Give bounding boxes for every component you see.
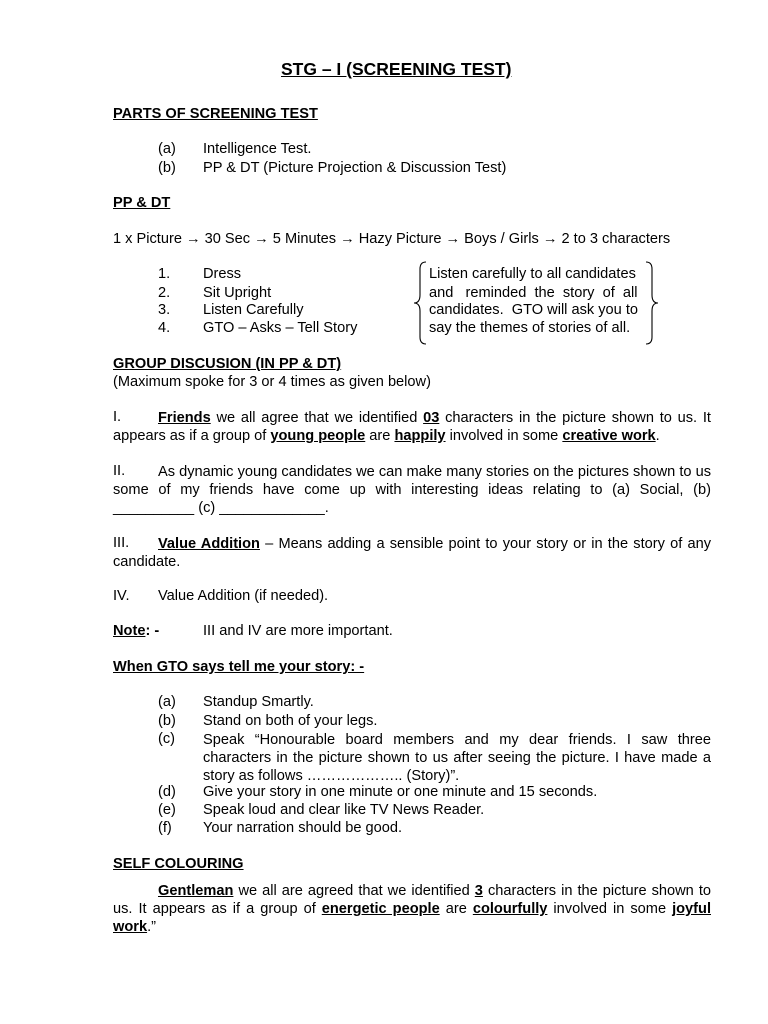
point-number: II. xyxy=(113,463,126,479)
keyword: young people xyxy=(270,428,366,444)
keyword: Gentleman xyxy=(158,883,234,899)
discussion-point-ideas: As dynamic young candidates we can make many stories on the pictures shown to us some of my friends have come up with interesting ideas relating to (a) Social, (b) __________ (c) _____________. xyxy=(113,464,711,516)
left-brace-icon xyxy=(412,261,428,345)
ppdt-flow: 1 x Picture → 30 Sec → 5 Minutes → Hazy Picture → Boys / Girls → 2 to 3 characters xyxy=(113,231,671,247)
keyword: energetic people xyxy=(321,901,440,917)
keyword: Friends xyxy=(158,410,211,426)
brace-note-line: Listen carefully to all candidates xyxy=(429,266,636,282)
ppdt-step-marker: 4. xyxy=(158,320,171,336)
parts-item-intelligence: Intelligence Test. xyxy=(203,141,312,157)
discussion-point-value-addition: Value Addition – Means adding a sensible point to your story or in the story of any candidate. xyxy=(113,536,711,570)
brace-note-line: say the themes of stories of all. xyxy=(429,320,631,336)
gto-item: Your narration should be good. xyxy=(203,820,403,836)
gto-marker: (d) xyxy=(158,784,176,800)
self-colouring-paragraph: Gentleman we all are agreed that we identified 3 characters in the picture shown to us. It appears as if a group of energetic people are colourfully involved in some joyful work.” xyxy=(113,883,711,935)
ppdt-step-marker: 1. xyxy=(158,266,171,282)
ppdt-heading: PP & DT xyxy=(113,195,171,211)
gto-marker: (c) xyxy=(158,731,176,747)
gto-item: Give your story in one minute or one minute and 15 seconds. xyxy=(203,784,598,800)
discussion-point-friends: Friends we all agree that we identified 03 characters in the picture shown to us. It appears as if a group of young people are happily involved in some creative work. xyxy=(113,410,711,444)
ppdt-step-listen: Listen Carefully xyxy=(203,302,304,318)
gto-item: Speak loud and clear like TV News Reader. xyxy=(203,802,485,818)
keyword: colourfully xyxy=(472,901,548,917)
keyword: 3 xyxy=(474,883,483,899)
point-number: IV. xyxy=(113,588,130,604)
right-brace-icon xyxy=(644,261,660,345)
parts-item-ppdt: PP & DT (Picture Projection & Discussion Test) xyxy=(203,160,507,176)
gto-marker: (b) xyxy=(158,713,176,729)
keyword: 03 xyxy=(423,410,440,426)
brace-note-line: candidates. GTO will ask you to xyxy=(429,302,639,318)
gto-item-speak: Speak “Honourable board members and my dear friends. I saw three characters in the picture shown to us after seeing the picture. I have made a story as follows ……………….. (Story)”. xyxy=(203,732,711,784)
note-text: III and IV are more important. xyxy=(203,623,393,639)
page-title: STG – I (SCREENING TEST) xyxy=(281,59,512,79)
keyword: joyful work xyxy=(113,901,711,935)
parts-marker-a: (a) xyxy=(158,141,176,157)
gto-marker: (f) xyxy=(158,820,172,836)
brace-note-line: and reminded the story of all xyxy=(429,285,638,301)
ppdt-step-gto: GTO – Asks – Tell Story xyxy=(203,320,358,336)
note-label: Note: - xyxy=(113,623,160,639)
keyword: happily xyxy=(394,428,446,444)
gto-marker: (a) xyxy=(158,694,176,710)
discussion-heading: GROUP DISCUSION (IN PP & DT) xyxy=(113,356,342,372)
gto-item: Stand on both of your legs. xyxy=(203,713,378,729)
keyword: creative work xyxy=(562,428,656,444)
point-number: I. xyxy=(113,409,122,425)
point-number: III. xyxy=(113,535,130,551)
parts-marker-b: (b) xyxy=(158,160,176,176)
parts-heading: PARTS OF SCREENING TEST xyxy=(113,106,318,122)
gto-heading: When GTO says tell me your story: - xyxy=(113,659,365,675)
ppdt-step-marker: 3. xyxy=(158,302,171,318)
gto-marker: (e) xyxy=(158,802,176,818)
self-colouring-heading: SELF COLOURING xyxy=(113,856,244,872)
ppdt-step-dress: Dress xyxy=(203,266,242,282)
ppdt-step-marker: 2. xyxy=(158,285,171,301)
discussion-point-if-needed: Value Addition (if needed). xyxy=(158,588,329,604)
gto-item: Standup Smartly. xyxy=(203,694,314,710)
ppdt-step-sit-upright: Sit Upright xyxy=(203,285,272,301)
discussion-subheading: (Maximum spoke for 3 or 4 times as given below) xyxy=(113,374,431,390)
keyword: Value Addition xyxy=(158,536,260,552)
